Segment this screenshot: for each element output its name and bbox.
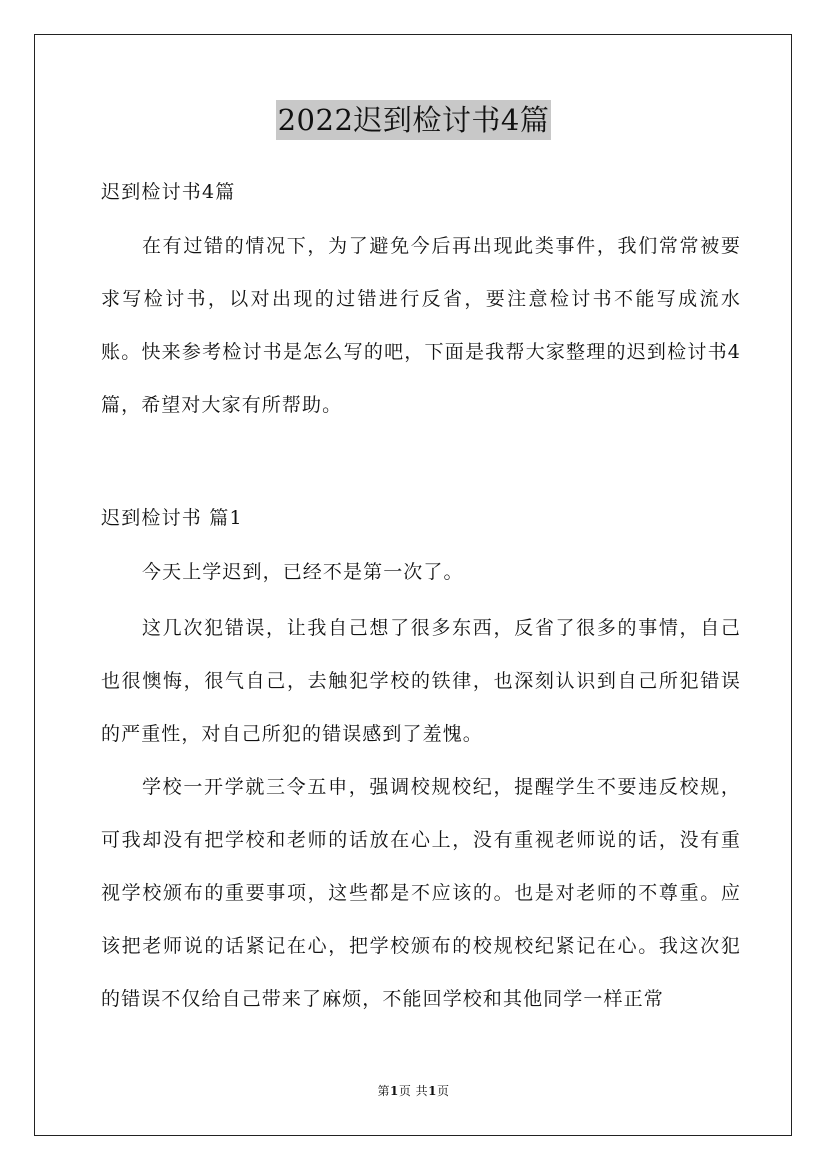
footer-page-prefix: 第	[377, 1084, 390, 1098]
paragraph-1: 今天上学迟到，已经不是第一次了。	[142, 561, 464, 583]
page-footer	[0, 1083, 827, 1099]
footer-page-suffix: 页	[437, 1084, 450, 1098]
footer-page-number: 1	[389, 1084, 399, 1098]
paragraph-2: 这几次犯错误，让我自己想了很多东西，反省了很多的事情，自己也很懊悔，很气自己，去触犯学校的铁律，也深刻认识到自己所犯错误的严重性，对自己所犯的错误感到了羞愧。	[101, 617, 741, 745]
intro-paragraph: 在有过错的情况下，为了避免今后再出现此类事件，我们常常被要求写检讨书，以对出现的过错进行反省，要注意检讨书不能写成流水账。快来参考检讨书是怎么写的吧，下面是我帮大家整理的迟到检讨书4篇，希望对大家有所帮助。	[101, 235, 741, 416]
section-heading-1: 迟到检讨书 篇1	[101, 507, 243, 529]
document-subtitle: 迟到检讨书4篇	[101, 181, 236, 203]
document-title: 2022迟到检讨书4篇	[276, 100, 552, 140]
footer-page-mid: 页 共	[398, 1084, 429, 1098]
footer-page-total: 1	[428, 1084, 438, 1098]
title-container	[0, 100, 827, 140]
paragraph-3: 学校一开学就三令五申，强调校规校纪，提醒学生不要违反校规，可我却没有把学校和老师的话放在心上，没有重视老师说的话，没有重视学校颁布的重要事项，这些都是不应该的。也是对老师的不尊重。应该把老师说的话紧记在心，把学校颁布的校规校纪紧记在心。我这次犯的错误不仅给自己带来了麻烦，不能回学校和其他同学一样正常	[101, 776, 741, 1010]
